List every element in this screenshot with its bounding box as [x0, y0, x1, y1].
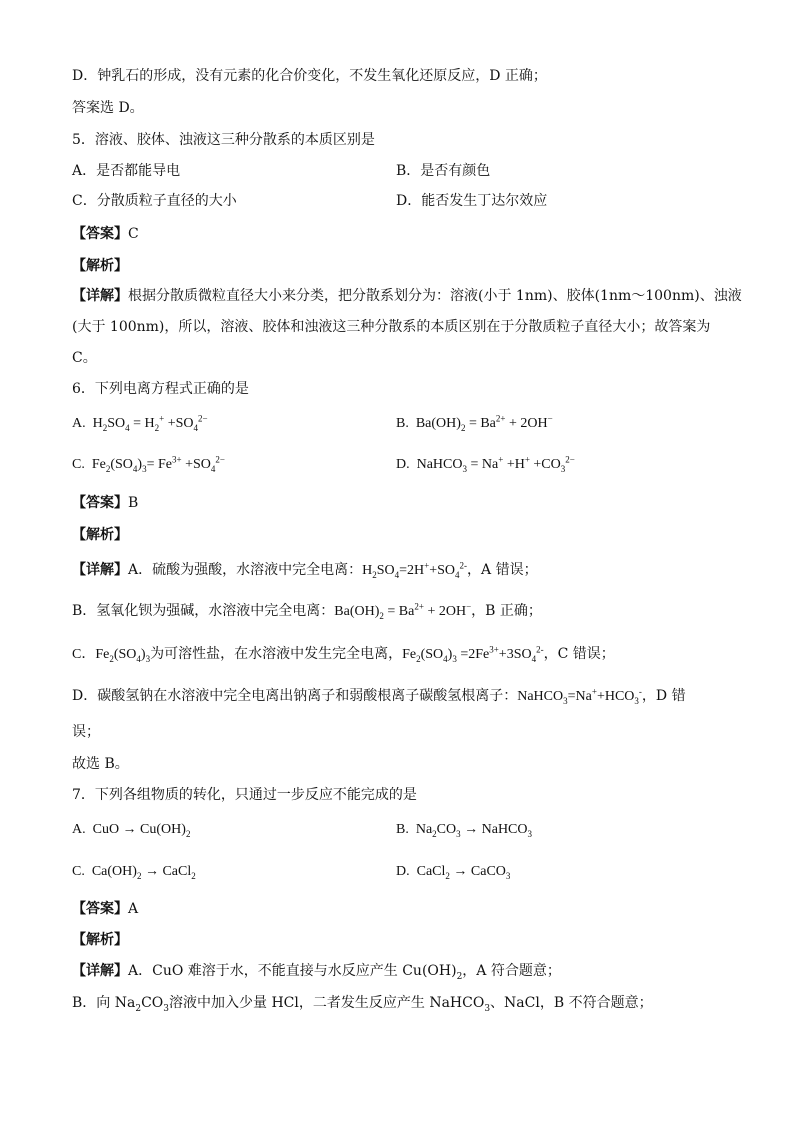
answer-label: 【答案】	[72, 495, 128, 511]
detail-text: A．硫酸为强酸，水溶液中完全电离：	[128, 562, 363, 578]
q6-option-a: A. $H_2SO_4 = H_2^+ +SO_4^{2-}$	[72, 413, 208, 433]
q6-detail-a	[72, 560, 734, 581]
q6-detail-c	[72, 644, 734, 665]
q6-answer	[72, 493, 734, 513]
analysis-label: 【解析】	[72, 527, 128, 543]
answer-label: 【答案】	[72, 901, 128, 917]
detail-tail: ，C 错误；	[543, 646, 615, 662]
question-5-stem: 5．溶液、胶体、浊液这三种分散系的本质区别是	[72, 132, 375, 148]
analysis-label: 【解析】	[72, 258, 128, 274]
text-line: 故选 B。	[72, 756, 129, 772]
q7-option-b: B. $Na_2CO_3$ → NaHCO$_3$	[396, 822, 533, 839]
subscript: 3	[484, 1003, 491, 1014]
q5-option-a: A．是否都能导电	[72, 163, 181, 179]
equation: $Ba(OH)_2 = Ba^{2+} + 2OH^-$	[334, 601, 472, 621]
q7-option-d: D. CaCl$_2$ → CaCO$_3$	[396, 864, 511, 881]
detail-tail: ，A 符合题意；	[462, 963, 561, 979]
subscript: 3	[163, 1003, 170, 1014]
q6-detail-b	[72, 601, 734, 622]
equation: $H_2SO_4=2H^++SO_4^{2-}$	[362, 560, 468, 580]
q5-detail-1	[72, 286, 742, 306]
detail-text: CO	[141, 995, 164, 1011]
q6-option-d: D. NaHCO$_3$ = $Na^+ +H^+ +CO_3^{2-}$	[396, 454, 575, 474]
question-6-stem: 6．下列电离方程式正确的是	[72, 381, 249, 397]
q7-detail-a	[72, 961, 734, 981]
answer-value: B	[128, 495, 139, 511]
detail-label: 【详解】	[72, 963, 128, 979]
question-7-stem: 7．下列各组物质的转化，只通过一步反应不能完成的是	[72, 787, 417, 803]
detail-tail: ，A 错误；	[467, 562, 538, 578]
answer-label: 【答案】	[72, 226, 128, 242]
q5-option-d: D．能否发生丁达尔效应	[396, 193, 548, 209]
detail-tail: ，D 错	[641, 688, 686, 704]
equation: $Fe_2(SO_4)_3 =2Fe^{3+}+3SO_4^{2-}$	[402, 644, 544, 664]
equation: $NaHCO_3=Na^++HCO_3^-$	[517, 686, 642, 706]
detail-text: 为可溶性盐，在水溶液中发生完全电离，	[150, 646, 403, 662]
detail-text: 根据分散质微粒直径大小来分类，把分散系划分为：溶液(小于 1nm)、胶体(1nm～100nm)、浊液	[128, 288, 742, 304]
detail-label: 【详解】	[72, 562, 128, 578]
q6-option-c: C. $Fe_2(SO_4)_3= Fe^{3+} +SO_4^{2-}$	[72, 454, 225, 474]
q5-answer	[72, 224, 734, 244]
subscript: 2	[135, 1003, 142, 1014]
q5-option-c: C．分散质粒子直径的大小	[72, 193, 237, 209]
q7-answer	[72, 899, 734, 919]
detail-text: B．向 Na	[72, 995, 136, 1011]
detail-text: 、NaCl，B 不符合题意；	[490, 995, 653, 1011]
analysis-label: 【解析】	[72, 932, 128, 948]
answer-value: C	[128, 226, 139, 242]
q7-option-c: C. $Ca(OH)_2$ → CaCl$_2$	[72, 864, 196, 881]
q7-option-a: A. CuO → $Cu(OH)_2$	[72, 822, 191, 839]
q5-option-b: B．是否有颜色	[396, 163, 491, 179]
text-line: 误；	[72, 724, 100, 740]
q7-detail-b	[72, 993, 734, 1013]
text-line: 答案选 D。	[72, 100, 144, 116]
q5-detail-2: (大于 100nm)，所以，溶液、胶体和浊液这三种分散系的本质区别在于分散质粒子直径大小；故答案为	[72, 319, 711, 335]
detail-text: 溶液中加入少量 HCl，二者发生反应产生 NaHCO	[169, 995, 485, 1011]
q5-detail-3: C。	[72, 350, 97, 366]
subscript: 2	[456, 971, 463, 982]
q6-option-b: B. $Ba(OH)_2 = Ba^{2+} + 2OH^-$	[396, 413, 553, 433]
text-line: D．钟乳石的形成，没有元素的化合价变化，不发生氧化还原反应，D 正确；	[72, 68, 547, 84]
q6-detail-d	[72, 686, 734, 707]
detail-text: B．氢氧化钡为强碱，水溶液中完全电离：	[72, 603, 335, 619]
formula: C．$Fe_2(SO_4)_3$	[72, 647, 151, 664]
detail-tail: ，B 正确；	[471, 603, 542, 619]
detail-label: 【详解】	[72, 288, 128, 304]
answer-value: A	[128, 901, 139, 917]
detail-text: D．碳酸氢钠在水溶液中完全电离出钠离子和弱酸根离子碳酸氢根离子：	[72, 688, 518, 704]
detail-text: A．CuO 难溶于水，不能直接与水反应产生 Cu(OH)	[128, 963, 457, 979]
